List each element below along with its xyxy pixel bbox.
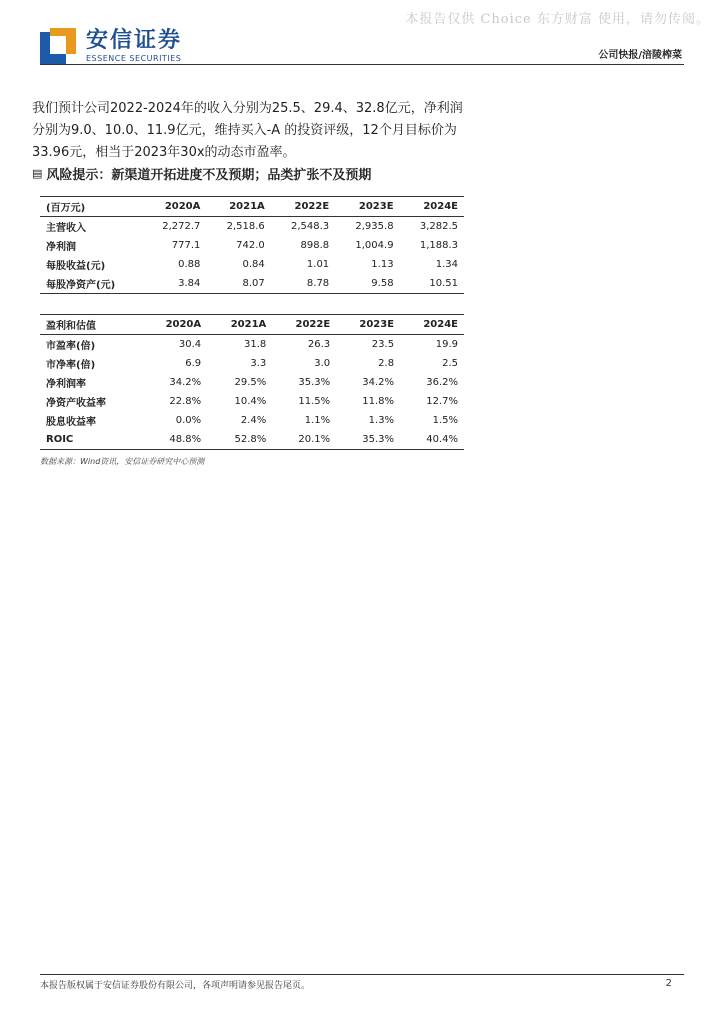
table-cell: 2,935.8 [355,221,394,232]
table-header-cell: 2020A [164,201,201,212]
table-cell: 2.4% [240,415,267,426]
table-cell: 2,548.3 [291,221,330,232]
table-cell: 23.5 [371,339,395,350]
table-row [40,274,464,294]
table-cell: 1,188.3 [419,240,458,251]
row-label: 主营收入 [46,223,86,234]
table-header-cell: (百万元) [46,203,86,214]
data-source-note: 数据来源：Wind资讯，安信证券研究中心预测 [40,457,205,466]
table-cell: 0.84 [242,259,265,270]
table-cell: 2,272.7 [162,221,201,232]
table-header-row [40,315,464,335]
table-cell: 2,518.6 [226,221,265,232]
row-label: 股息收益率 [46,417,96,428]
table-cell: 3.0 [314,358,331,369]
table-header-cell: 2022E [295,319,331,330]
table-header-cell: 2023E [358,201,394,212]
table-row [40,217,464,237]
table-cell: 12.7% [426,396,458,407]
table-cell: 3,282.5 [419,221,458,232]
row-label: 市盈率(倍) [46,341,96,352]
table-header-cell: 2024E [423,319,458,330]
table-cell: 19.9 [435,339,458,350]
table-cell: 26.3 [307,339,331,350]
financial-summary-table [40,196,464,294]
table-cell: 8.07 [242,278,265,289]
table-row [40,335,464,355]
table-cell: 1.1% [304,415,331,426]
table-header-row [40,197,464,217]
table-cell: 777.1 [171,240,201,251]
table-cell: 10.4% [234,396,267,407]
table-cell: 48.8% [169,434,202,445]
table-cell: 30.4 [178,339,202,350]
row-label: 净利润 [46,242,76,253]
table-cell: 9.58 [371,278,394,289]
table-row [40,354,464,373]
table-cell: 1.5% [432,415,458,426]
table-cell: 52.8% [234,434,267,445]
table-cell: 35.3% [298,377,331,388]
table-cell: 742.0 [236,240,265,251]
document-icon: ▤ [32,167,43,180]
table-cell: 40.4% [426,434,458,445]
table-header-cell: 2021A [229,201,265,212]
table-cell: 22.8% [169,396,202,407]
row-label: 每股收益(元) [46,261,106,272]
table-cell: 3.3 [250,358,267,369]
table-cell: 20.1% [298,434,331,445]
company-logo [40,26,182,66]
table-cell: 1.01 [306,259,330,270]
page-number: 2 [665,978,672,989]
report-category: 公司快报/涪陵榨菜 [598,50,682,61]
footer-disclaimer: 本报告版权属于安信证券股份有限公司，各项声明请参见报告尾页。 [40,981,311,991]
header-divider [40,64,684,65]
row-label: 净资产收益率 [46,398,106,409]
table-cell: 31.8 [244,339,267,350]
table-cell: 1,004.9 [355,240,394,251]
table-header-cell: 盈利和估值 [46,321,96,332]
table-row [40,430,464,450]
row-label: 市净率(倍) [46,360,96,371]
table-cell: 35.3% [362,434,395,445]
table-row [40,411,464,430]
table-cell: 0.0% [175,415,202,426]
table-cell: 29.5% [234,377,267,388]
risk-warning [32,164,371,183]
logo-icon [40,28,76,64]
table-cell: 10.51 [429,278,458,289]
table-cell: 34.2% [169,377,202,388]
logo-name-en: ESSENCE SECURITIES [86,54,182,63]
table-header-cell: 2022E [294,201,330,212]
table-header-cell: 2021A [230,319,267,330]
risk-text: 风险提示：新渠道开拓进度不及预期；品类扩张不及预期 [46,168,372,183]
table-cell: 1.3% [368,415,395,426]
logo-name-cn: 安信证券 [86,28,183,53]
table-cell: 2.5 [442,358,458,369]
table-cell: 898.8 [300,240,330,251]
table-cell: 1.13 [371,259,394,270]
forecast-paragraph: 我们预计公司2022-2024年的收入分别为25.5、29.4、32.8亿元，净利润分别为9.0、10.0、11.9亿元，维持买入-A 的投资评级，12个月目标价为33.96元，相当于2023年30x的动态市盈率。 [32,101,463,160]
table-cell: 11.5% [298,396,331,407]
row-label: 每股净资产(元) [46,280,116,291]
table-cell: 36.2% [426,377,458,388]
table-header-cell: 2023E [359,319,395,330]
table-row [40,236,464,255]
table-row [40,373,464,392]
valuation-table [40,314,464,450]
table-cell: 6.9 [185,358,202,369]
watermark-text: 本报告仅供 Choice 东方财富 使用，请勿传阅。 [405,12,710,27]
table-cell: 34.2% [362,377,395,388]
table-cell: 11.8% [362,396,395,407]
table-cell: 8.78 [306,278,330,289]
row-label: ROIC [46,434,74,445]
table-row [40,255,464,274]
table-cell: 3.84 [178,278,201,289]
table-row [40,392,464,411]
row-label: 净利润率 [46,379,86,390]
table-cell: 2.8 [378,358,395,369]
table-header-cell: 2020A [165,319,202,330]
table-cell: 1.34 [435,259,458,270]
table-cell: 0.88 [178,259,201,270]
table-header-cell: 2024E [423,201,458,212]
footer-divider [40,974,684,975]
